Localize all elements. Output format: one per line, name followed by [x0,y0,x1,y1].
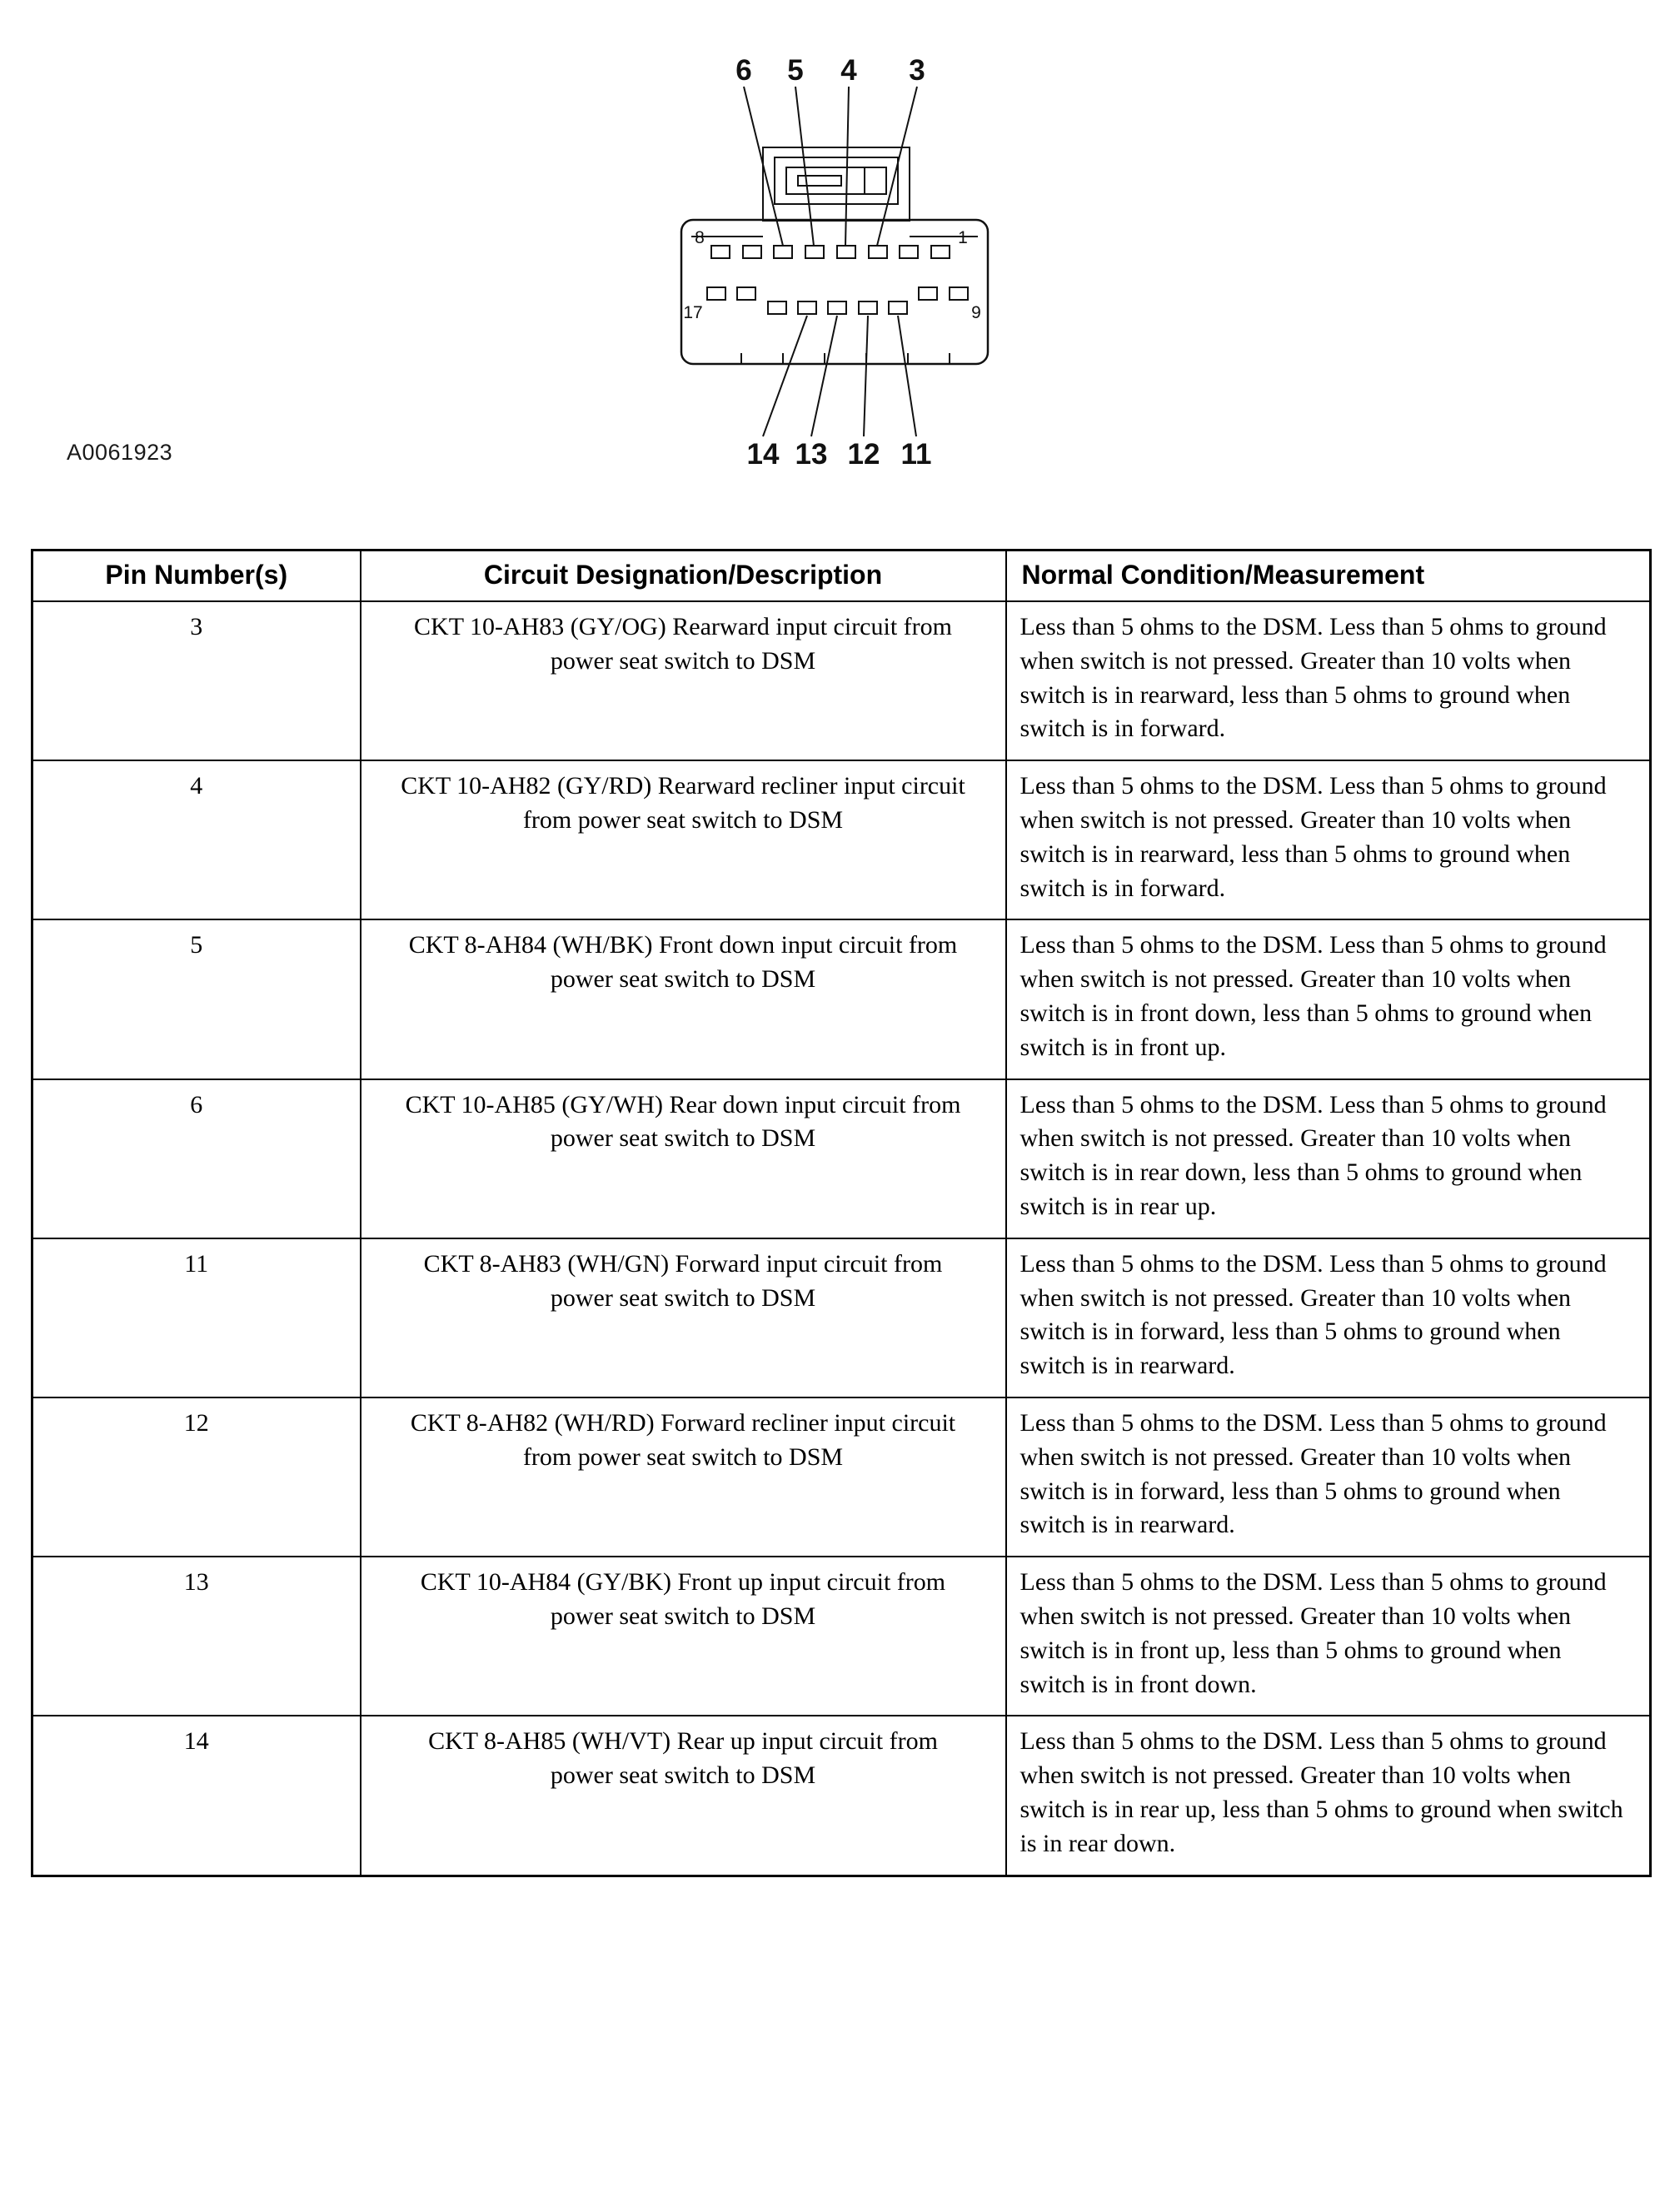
circuit-cell: CKT 8-AH82 (WH/RD) Forward recliner input circuit from power seat switch to DSM [361,1397,1006,1557]
circuit-cell: CKT 8-AH84 (WH/BK) Front down input circuit from power seat switch to DSM [361,919,1006,1079]
condition-cell: Less than 5 ohms to the DSM. Less than 5 ohms to ground when switch is not pressed. Greater than 10 volts when switch is in rear up, less than 5 ohms to ground when switch is in rear down. [1006,1716,1651,1876]
pin-number-cell: 4 [32,760,361,919]
header-pin-numbers: Pin Number(s) [32,551,361,602]
circuit-cell: CKT 10-AH85 (GY/WH) Rear down input circuit from power seat switch to DSM [361,1079,1006,1238]
pin-number-cell: 14 [32,1716,361,1876]
table-row [32,760,1651,919]
pin-number-cell: 3 [32,601,361,760]
figure-code: A0061923 [67,440,173,465]
table-row [32,601,1651,760]
callout-pin-4: 4 [840,54,857,87]
pin-label-8: 8 [695,228,705,247]
pin-number-cell: 11 [32,1238,361,1397]
callout-pin-14: 14 [746,438,780,471]
condition-cell: Less than 5 ohms to the DSM. Less than 5 ohms to ground when switch is not pressed. Greater than 10 volts when switch is in rearward, less than 5 ohms to ground when switch is in forward. [1006,760,1651,919]
callout-pin-13: 13 [795,438,828,471]
callout-pin-11: 11 [900,438,932,471]
circuit-cell: CKT 10-AH84 (GY/BK) Front up input circuit from power seat switch to DSM [361,1557,1006,1716]
callout-pin-5: 5 [787,54,804,87]
circuit-cell: CKT 8-AH85 (WH/VT) Rear up input circuit from power seat switch to DSM [361,1716,1006,1876]
pin-label-17: 17 [683,303,703,322]
circuit-cell: CKT 10-AH82 (GY/RD) Rearward recliner input circuit from power seat switch to DSM [361,760,1006,919]
pin-number-cell: 12 [32,1397,361,1557]
table-row [32,1557,1651,1716]
pin-number-cell: 6 [32,1079,361,1238]
connector-body [681,220,988,364]
circuit-cell: CKT 8-AH83 (WH/GN) Forward input circuit from power seat switch to DSM [361,1238,1006,1397]
table-row [32,1079,1651,1238]
pin-label-1: 1 [958,228,968,247]
table-header-row [32,551,1651,602]
table-row [32,919,1651,1079]
header-circuit-designation: Circuit Designation/Description [361,551,1006,602]
condition-cell: Less than 5 ohms to the DSM. Less than 5 ohms to ground when switch is not pressed. Greater than 10 volts when switch is in front down, less than 5 ohms to ground when switch is in front up. [1006,919,1651,1079]
pin-number-cell: 5 [32,919,361,1079]
condition-cell: Less than 5 ohms to the DSM. Less than 5 ohms to ground when switch is not pressed. Greater than 10 volts when switch is in front up, less than 5 ohms to ground when switch is in front down. [1006,1557,1651,1716]
callout-pin-12: 12 [847,438,880,471]
condition-cell: Less than 5 ohms to the DSM. Less than 5 ohms to ground when switch is not pressed. Greater than 10 volts when switch is in forward, less than 5 ohms to ground when switch is in rearward. [1006,1397,1651,1557]
callout-pin-6: 6 [735,54,752,87]
table-row [32,1716,1651,1876]
circuit-cell: CKT 10-AH83 (GY/OG) Rearward input circuit from power seat switch to DSM [361,601,1006,760]
connector-diagram [641,43,1008,485]
condition-cell: Less than 5 ohms to the DSM. Less than 5 ohms to ground when switch is not pressed. Greater than 10 volts when switch is in forward, less than 5 ohms to ground when switch is in rearward. [1006,1238,1651,1397]
callout-pin-3: 3 [909,54,925,87]
pin-number-cell: 13 [32,1557,361,1716]
pin-table [31,549,1652,1877]
condition-cell: Less than 5 ohms to the DSM. Less than 5 ohms to ground when switch is not pressed. Greater than 10 volts when switch is in rearward, less than 5 ohms to ground when switch is in forward. [1006,601,1651,760]
pin-label-9: 9 [971,303,981,322]
header-normal-condition: Normal Condition/Measurement [1006,551,1651,602]
condition-cell: Less than 5 ohms to the DSM. Less than 5 ohms to ground when switch is not pressed. Greater than 10 volts when switch is in rear down, less than 5 ohms to ground when switch is in rear up. [1006,1079,1651,1238]
table-row [32,1238,1651,1397]
table-row [32,1397,1651,1557]
